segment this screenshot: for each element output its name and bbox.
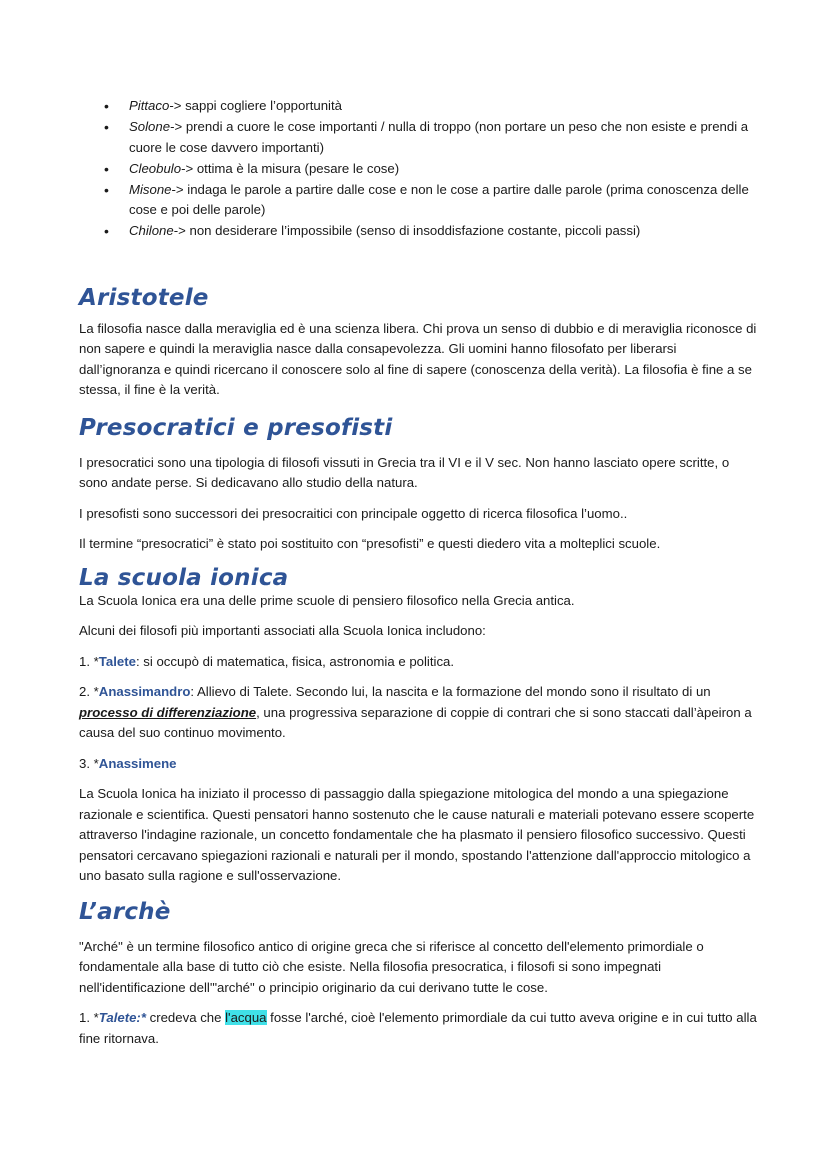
item-text: fosse l'arché, cioè l'elemento primordiale da cui tutto aveva origine e in cui tutto alla fine ritornava.	[79, 1010, 757, 1046]
seven-sages-list	[79, 96, 759, 242]
heading-aristotele: Aristotele	[79, 284, 209, 311]
heading-presocratici: Presocratici e presofisti	[79, 414, 393, 441]
maxim-text: ottima è la misura (pesare le cose)	[193, 160, 400, 176]
bullet-icon: •	[104, 160, 109, 177]
ionica-item-anassimandro	[79, 682, 759, 744]
philosopher-name: Talete	[98, 653, 136, 669]
item-number: 3. *	[79, 755, 99, 771]
sage-name: Solone	[129, 119, 171, 134]
ionica-item-anassimene	[79, 754, 759, 775]
ionica-item-talete	[79, 652, 759, 673]
list-item	[104, 117, 759, 158]
arrow: ->	[173, 223, 186, 238]
item-text: : Allievo di Talete. Secondo lui, la nascita e la formazione del mondo sono il risultato di un	[190, 684, 711, 699]
heading-arche: L’archè	[79, 898, 171, 925]
item-number: 1. *	[79, 653, 99, 669]
list-item	[104, 180, 759, 221]
maxim-text: non desiderare l’impossibile (senso di insoddisfazione costante, piccoli passi)	[185, 223, 641, 238]
ionica-intro: La Scuola Ionica era una delle prime scuole di pensiero filosofico nella Grecia antica.	[79, 592, 575, 608]
item-text: , una progressiva separazione di coppie di contrari che si sono staccati dall’àpeiron a causa del suo continuo movimento.	[79, 704, 752, 740]
maxim-text: indaga le parole a partire dalle cose e non le cose a partire dalle parole (prima conoscenza delle cose e poi delle parole)	[129, 181, 749, 217]
arrow: ->	[169, 98, 182, 113]
presocratici-paragraph-2: I presofisti sono successori dei presocraitici con principale oggetto di ricerca filosofica l’uomo..	[79, 505, 628, 521]
sage-name: Pittaco	[129, 98, 170, 113]
bullet-icon: •	[104, 181, 109, 198]
item-number: 1. *	[79, 1010, 99, 1025]
maxim-text: prendi a cuore le cose importanti / nulla di troppo (non portare un peso che non esiste e prendi a cuore le cose davvero importanti)	[129, 119, 749, 155]
arrow: ->	[171, 181, 184, 197]
presocratici-paragraph-1: I presocratici sono una tipologia di filosofi vissuti in Grecia tra il VI e il V sec. Non hanno lasciato opere scritte, o sono andate perse. Si dedicavano allo studio della natura.	[79, 454, 730, 490]
item-text: : si occupò di matematica, fisica, astronomia e politica.	[135, 653, 455, 669]
philosopher-name: Talete	[98, 1010, 137, 1025]
presocratici-paragraph-3: Il termine “presocratici” è stato poi sostituito con “presofisti” e questi diedero vita a molteplici scuole.	[79, 536, 661, 551]
heading-scuola-ionica: La scuola ionica	[79, 564, 289, 591]
bullet-icon: •	[104, 119, 109, 135]
sage-name: Cleobulo	[129, 160, 182, 176]
ionica-conclusion: La Scuola Ionica ha iniziato il processo di passaggio dalla spiegazione mitologica del mondo a una spiegazione razionale e scientifica. Questi pensatori hanno sostenuto che le cause naturali e materiali potevano essere scoperte attraverso l'indagine razionale, un concetto fondamentale che ha plasmato il pensiero filosofico successivo. Questi pensatori cercavano spiegazioni razionali e naturali per il mondo, spostando l'attenzione dall'approccio mitologico a uno basato sulla ragione e sull'osservazione.	[79, 786, 755, 883]
highlighted-term: l'acqua	[225, 1010, 267, 1025]
sage-name: Chilone	[129, 223, 174, 238]
aristotele-paragraph: La filosofia nasce dalla meraviglia ed è una scienza libera. Chi prova un senso di dubbio e di meraviglia riconosce di non sapere e quindi la meraviglia nasce dalla consapevolezza. Gli uomini hanno filosofato per liberarsi dall’ignoranza e quindi ricercano il conoscere solo al fine di sapere (conoscenza della verità). La filosofia è fine a se stessa, il fine è la verità.	[79, 320, 757, 397]
list-item	[104, 96, 759, 117]
item-text: credeva che	[145, 1010, 226, 1025]
arche-item-talete	[79, 1008, 759, 1049]
bullet-icon: •	[104, 223, 109, 239]
emphasized-term: processo di differenziazione	[79, 704, 257, 720]
maxim-text: sappi cogliere l’opportunità	[181, 98, 342, 113]
sage-name: Misone	[129, 181, 172, 197]
bullet-icon: •	[104, 98, 109, 114]
arrow: ->	[170, 119, 183, 134]
item-marker: :*	[136, 1010, 146, 1025]
ionica-list-intro: Alcuni dei filosofi più importanti associati alla Scuola Ionica includono:	[79, 623, 486, 638]
philosopher-name: Anassimene	[98, 755, 177, 771]
arche-intro: "Arché" è un termine filosofico antico di origine greca che si riferisce al concetto dell'elemento primordiale o fondamentale alla base di tutto ciò che esiste. Nella filosofia presocratica, i filosofi si sono impegnati nell'identificazione dell'"arché" o principio originario da cui derivano tutte le cose.	[79, 938, 704, 995]
item-number: 2. *	[79, 684, 99, 699]
document-content	[79, 96, 759, 1049]
list-item	[104, 159, 759, 180]
arrow: ->	[181, 160, 194, 176]
list-item	[104, 221, 759, 242]
philosopher-name: Anassimandro	[98, 684, 191, 699]
